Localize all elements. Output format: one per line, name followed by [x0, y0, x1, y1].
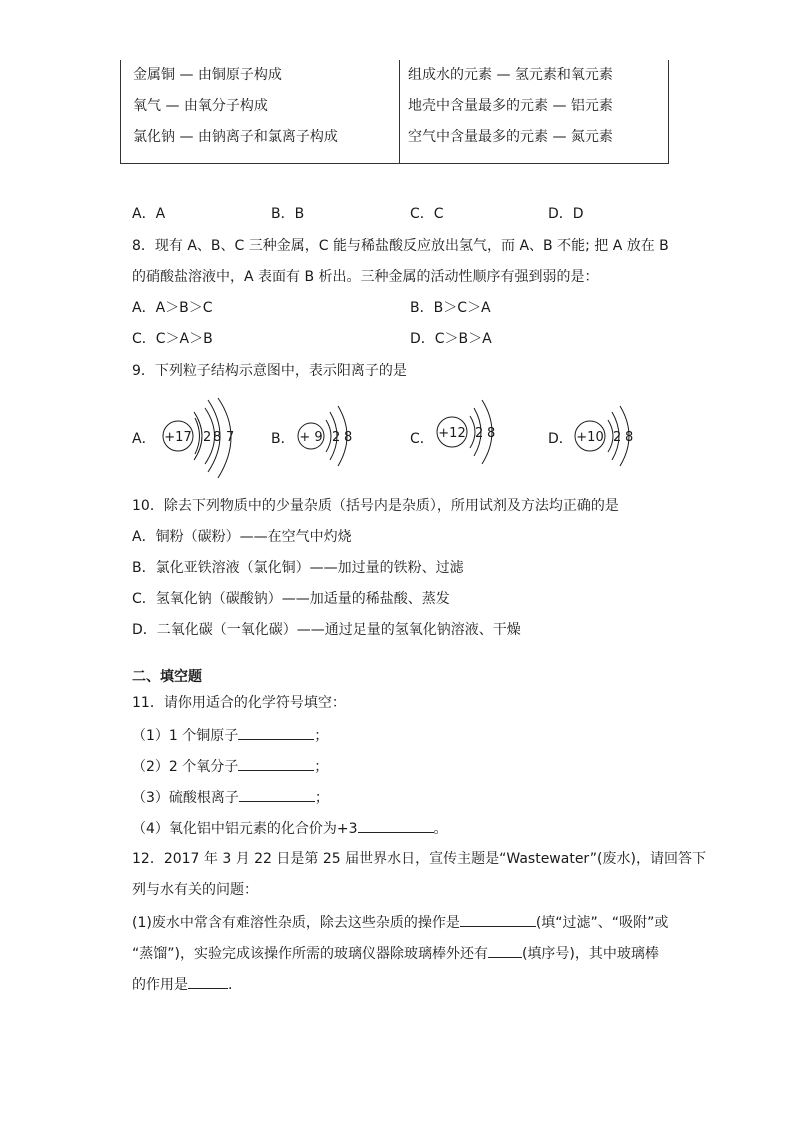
q12-part1-text: 的作用是 — [132, 977, 188, 993]
nucleus-charge: +12 — [438, 426, 466, 441]
q8-option-d: D．C＞B＞A — [410, 331, 492, 347]
q11-item — [132, 817, 448, 838]
match-table — [120, 60, 669, 164]
q9-stem: 9．下列粒子结构示意图中，表示阳离子的是 — [132, 363, 407, 379]
q9-option-c-label: C． — [410, 431, 434, 447]
q9-option-a-label: A． — [132, 431, 156, 447]
atom-diagram-c — [434, 394, 510, 470]
q12-part1-text: “蒸馏”)，实验完成该操作所需的玻璃仪器除玻璃棒外还有 — [132, 946, 488, 962]
shell-electrons: 2 — [332, 430, 341, 445]
shell-electrons: 2 — [613, 430, 622, 445]
q8-stem-line1: 8．现有 A、B、C 三种金属，C 能与稀盐酸反应放出氢气，而 A、B 不能; 把 A 放在 B — [132, 238, 669, 254]
q9-option-d-label: D． — [548, 431, 573, 447]
q11-item-text: （4）氧化铝中铝元素的化合价为+3 — [132, 821, 358, 837]
atom-diagram-a — [158, 388, 244, 484]
atom-diagram-b — [294, 398, 364, 474]
shell-electrons: 2 — [475, 426, 484, 441]
shell-electrons: 8 — [487, 426, 496, 441]
answer-blank[interactable] — [239, 786, 315, 802]
q11-item-end: ； — [314, 728, 329, 744]
match-left-line: 金属铜 — 由铜原子构成 — [133, 67, 282, 83]
answer-blank[interactable] — [188, 973, 228, 989]
q9-option-b-label: B． — [271, 431, 295, 447]
q7-option-a: A．A — [132, 206, 166, 222]
q11-item — [132, 724, 328, 745]
q11-item-text: （3）硫酸根离子 — [132, 790, 239, 806]
q8-option-a: A．A＞B＞C — [132, 300, 213, 316]
match-right-line: 组成水的元素 — 氢元素和氧元素 — [408, 67, 613, 83]
answer-blank[interactable] — [238, 724, 314, 740]
q10-option-b: B．氯化亚铁溶液（氯化铜）——加过量的铁粉、过滤 — [132, 560, 464, 576]
shell-electrons: 7 — [226, 430, 235, 445]
shell-electrons: 8 — [625, 430, 634, 445]
shell-electrons: 8 — [344, 430, 353, 445]
shell-electrons: 2 — [203, 430, 212, 445]
q11-stem: 11．请你用适合的化学符号填空： — [132, 695, 346, 711]
match-table-right-cell — [400, 60, 669, 164]
electron-shell-arc — [195, 418, 200, 454]
q12-stem-line1: 12．2017 年 3 月 22 日是第 25 届世界水日，宣传主题是“Wastewater”(废水)，请回答下 — [132, 851, 706, 867]
q10-stem: 10．除去下列物质中的少量杂质（括号内是杂质），所用试剂及方法均正确的是 — [132, 498, 619, 514]
q7-option-d: D．D — [548, 206, 584, 222]
q12-part1-line3 — [132, 973, 232, 994]
answer-blank[interactable] — [238, 755, 314, 771]
q12-part1-end: . — [228, 977, 233, 993]
match-right-line: 地壳中含量最多的元素 — 铝元素 — [408, 98, 613, 114]
nucleus-charge: + 9 — [299, 430, 323, 445]
q11-item-end: 。 — [433, 821, 448, 837]
q10-option-a: A．铜粉（碳粉）——在空气中灼烧 — [132, 529, 352, 545]
q12-stem-line2: 列与水有关的问题： — [132, 882, 258, 898]
q11-item-end: ； — [314, 759, 329, 775]
q11-item-end: ； — [314, 790, 329, 806]
electron-shell-arc — [326, 420, 331, 452]
q11-item-text: （1）1 个铜原子 — [132, 728, 239, 744]
match-left-line: 氯化钠 — 由钠离子和氯离子构成 — [133, 129, 338, 145]
q8-option-c: C．C＞A＞B — [132, 331, 213, 347]
nucleus-charge: +10 — [576, 430, 604, 445]
q12-part1-text: (1)废水中常含有难溶性杂质，除去这些杂质的操作是 — [132, 915, 460, 931]
q11-item-text: （2）2 个氧分子 — [132, 759, 239, 775]
match-table-left-cell — [121, 60, 400, 164]
q11-item — [132, 786, 329, 807]
q7-option-b: B．B — [271, 206, 305, 222]
match-right-line: 空气中含量最多的元素 — 氮元素 — [408, 129, 613, 145]
q8-option-b: B．B＞C＞A — [410, 300, 491, 316]
q11-item — [132, 755, 328, 776]
answer-blank[interactable] — [488, 942, 522, 958]
q12-part1-line1 — [132, 911, 668, 932]
q12-part1-hint: (填序号)，其中玻璃棒 — [521, 946, 659, 962]
q8-stem-line2: 的硝酸盐溶液中，A 表面有 B 析出。三种金属的活动性顺序有强到弱的是： — [132, 269, 599, 285]
q10-option-d: D．二氧化碳（一氧化碳）——通过足量的氢氧化钠溶液、干燥 — [132, 622, 521, 638]
atom-diagram-d — [572, 398, 648, 474]
section-title: 二、填空题 — [132, 669, 202, 685]
answer-blank[interactable] — [460, 911, 536, 927]
answer-blank[interactable] — [358, 817, 434, 833]
nucleus-charge: +17 — [164, 430, 192, 445]
q12-part1-line2 — [132, 942, 659, 963]
match-left-line: 氧气 — 由氧分子构成 — [133, 98, 268, 114]
q12-part1-hint: (填“过滤”、“吸附”或 — [535, 915, 669, 931]
q7-option-c: C．C — [410, 206, 444, 222]
q10-option-c: C．氢氧化钠（碳酸钠）——加适量的稀盐酸、蒸发 — [132, 591, 450, 607]
shell-electrons: 8 — [213, 430, 222, 445]
